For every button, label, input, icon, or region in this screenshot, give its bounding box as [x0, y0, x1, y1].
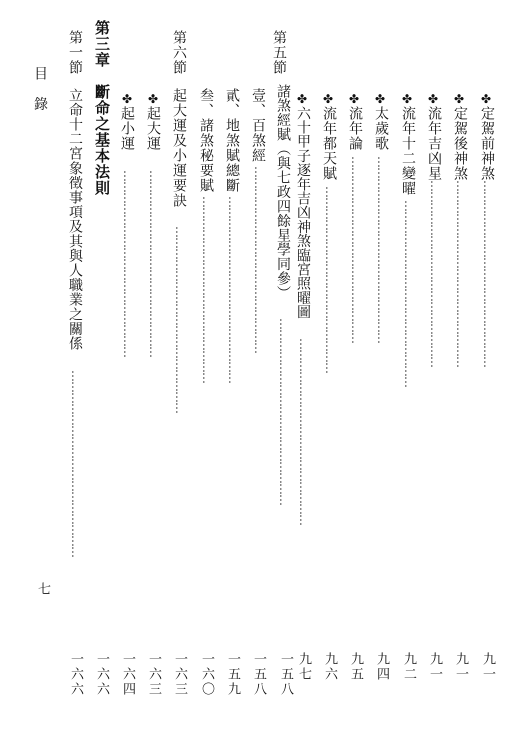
toc-page-number: 九一: [453, 652, 468, 682]
toc-leader: ……………………………………………: [375, 156, 389, 343]
toc-page-number: 九五: [348, 652, 363, 682]
toc-page-number: 一六三: [172, 652, 187, 697]
toc-page-number: 一六六: [68, 652, 83, 697]
toc-page-number: 一六三: [146, 652, 161, 697]
toc-leader: ……………………………………………: [252, 166, 266, 353]
toc-entry-title: 貳、地煞賦總斷: [224, 88, 240, 193]
folio-number: 七: [35, 582, 50, 595]
toc-leader: ……………………………………………: [428, 180, 442, 367]
toc-entry-title: 立命十二宮象徵事項及其與人職業之關係: [67, 88, 83, 351]
bullet-icon: ✤: [373, 92, 387, 106]
toc-page-number: 一六〇: [199, 652, 214, 697]
toc-entry-title: 太歲歌: [373, 106, 389, 151]
toc-entry-title: 流年吉凶星: [426, 106, 442, 181]
section-heading: 第一節: [67, 30, 83, 75]
bullet-icon: ✤: [120, 92, 134, 106]
bullet-icon: ✤: [295, 92, 309, 106]
toc-leader: ……………………………………………: [454, 180, 468, 367]
toc-entry-title: 流年論: [347, 106, 363, 151]
toc-leader: ……………………………………………: [200, 196, 214, 383]
bullet-icon: ✤: [452, 92, 466, 106]
toc-leader: ……………………………………………: [297, 338, 311, 525]
toc-page-number: 一五九: [225, 652, 240, 697]
toc-page-number: 一五八: [278, 652, 293, 697]
page-header: 目 錄: [32, 66, 48, 117]
toc-page-number: 一五八: [251, 652, 266, 697]
toc-page-number: 九七: [296, 652, 311, 682]
toc-entry-title: 壹、百煞經: [250, 88, 266, 163]
toc-leader: ……………………………………………: [277, 318, 291, 505]
toc-entry-title: 起小運: [119, 106, 135, 151]
toc-entry-title: 流年十二變曜: [400, 106, 416, 196]
toc-leader: ……………………………………………: [173, 226, 187, 413]
toc-entry-title: 流年都天賦: [321, 106, 337, 181]
toc-leader: ……………………………………………: [147, 170, 161, 357]
toc-leader: ……………………………………………: [481, 180, 495, 367]
bullet-icon: ✤: [146, 92, 160, 106]
toc-page-number: 九一: [427, 652, 442, 682]
toc-leader: ……………………………………………: [226, 196, 240, 383]
toc-leader: ……………………………………………: [121, 170, 135, 357]
toc-entry-title: 起大運及小運要訣: [171, 88, 187, 208]
chapter-title: 斷命之基本法則: [93, 84, 111, 196]
toc-page-number: 一六六: [94, 652, 109, 697]
toc-entry-title: 定駕後神煞: [452, 106, 468, 181]
toc-leader: ……………………………………………: [349, 156, 363, 343]
bullet-icon: ✤: [479, 92, 493, 106]
toc-entry-title: 定駕前神煞: [479, 106, 495, 181]
bullet-icon: ✤: [426, 92, 440, 106]
toc-leader: ……………………………………………: [69, 370, 83, 557]
toc-page-number: 九二: [401, 652, 416, 682]
toc-page-number: 九一: [480, 652, 495, 682]
toc-entry-title: 諸煞經賦（與七政四餘星學同參）: [275, 84, 291, 300]
toc-leader: ……………………………………………: [402, 200, 416, 387]
bullet-icon: ✤: [400, 92, 414, 106]
toc-page-number: 九四: [374, 652, 389, 682]
section-heading: 第五節: [271, 30, 287, 75]
section-heading: 第六節: [171, 30, 187, 75]
chapter-heading: 第三章: [93, 20, 111, 68]
toc-entry-title: 六十甲子逐年吉凶神煞臨宮照曜圖: [295, 106, 311, 319]
bullet-icon: ✤: [347, 92, 361, 106]
bullet-icon: ✤: [321, 92, 335, 106]
toc-entry-title: 叁、諸煞秘要賦: [198, 88, 214, 193]
toc-page-number: 一六四: [120, 652, 135, 697]
toc-entry-title: 起大運: [145, 106, 161, 151]
toc-page-number: 九六: [322, 652, 337, 682]
toc-leader: ……………………………………………: [323, 186, 337, 373]
